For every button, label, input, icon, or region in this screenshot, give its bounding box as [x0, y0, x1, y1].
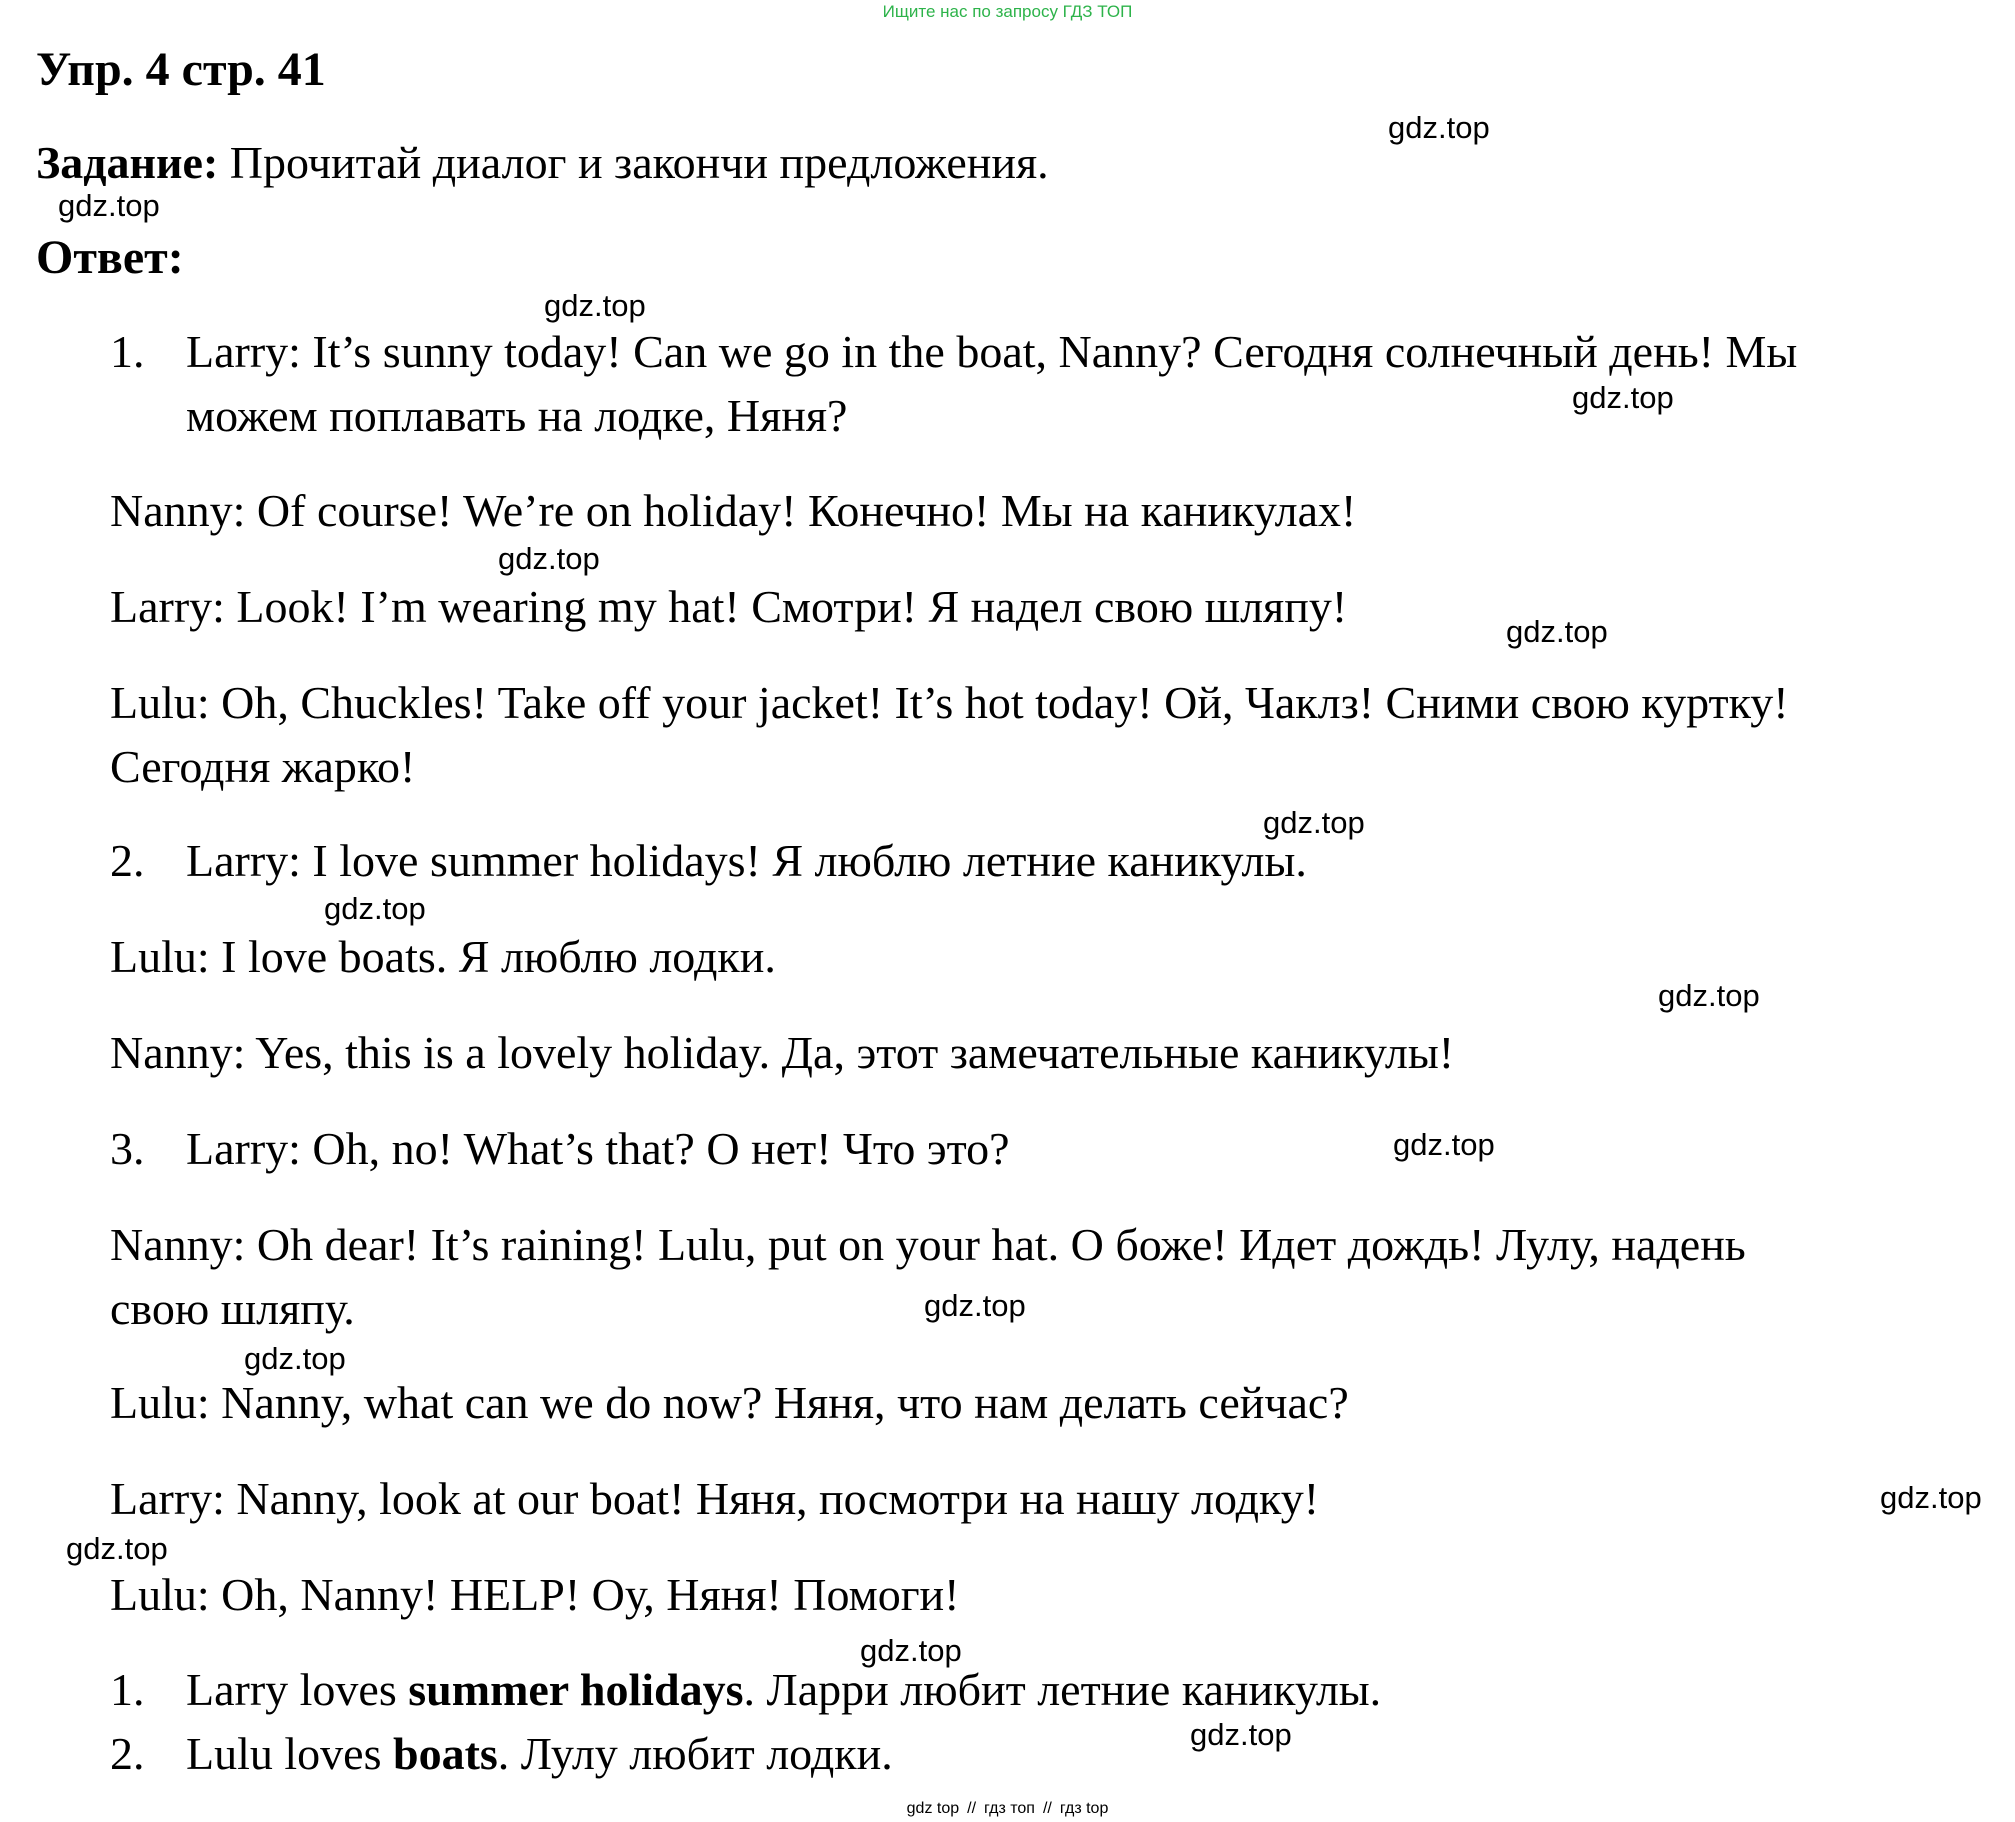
dialogue-line-larry-8: Larry: Oh, no! What’s that? О нет! Что это? — [186, 1123, 1010, 1174]
dialogue-line-lulu-12: Lulu: Oh, Nanny! HELP! Оу, Няня! Помоги! — [110, 1569, 960, 1620]
watermark: gdz.top — [1393, 1127, 1495, 1162]
dialogue-line-larry-5: Larry: I love summer holidays! Я люблю летние каникулы. — [186, 835, 1307, 886]
sentence-2-answer: boats — [392, 1728, 498, 1779]
bottom-footer — [0, 1800, 2015, 1818]
task-line — [36, 136, 1049, 189]
watermark: gdz.top — [1388, 110, 1490, 145]
sentence-1-answer: summer holidays — [408, 1664, 744, 1715]
watermark: gdz.top — [324, 891, 426, 926]
dialogue-line-larry-1b: можем поплавать на лодке, Няня? — [186, 390, 848, 441]
watermark: gdz.top — [860, 1633, 962, 1668]
watermark: gdz.top — [66, 1531, 168, 1566]
footer-text-3[interactable]: гдз top — [1059, 1800, 1109, 1817]
footer-separator: // — [967, 1800, 977, 1817]
watermark: gdz.top — [244, 1341, 346, 1376]
watermark: gdz.top — [924, 1288, 1026, 1323]
watermark: gdz.top — [1506, 614, 1608, 649]
sentence-number-1: 1. — [110, 1664, 145, 1715]
task-label: Задание: — [36, 137, 219, 188]
dialogue-line-nanny-9b: свою шляпу. — [110, 1283, 355, 1334]
dialogue-line-larry-1a: Larry: It’s sunny today! Can we go in the boat, Nanny? Сегодня солнечный день! Мы — [186, 326, 1798, 377]
dialogue-number-1: 1. — [110, 326, 145, 377]
dialogue-line-nanny-7: Nanny: Yes, this is a lovely holiday. Да, этот замечательные каникулы! — [110, 1027, 1455, 1078]
dialogue-line-nanny-2: Nanny: Of course! We’re on holiday! Конечно! Мы на каникулах! — [110, 485, 1357, 536]
watermark: gdz.top — [1572, 380, 1674, 415]
watermark: gdz.top — [498, 541, 600, 576]
exercise-title: Упр. 4 стр. 41 — [36, 43, 326, 96]
dialogue-line-larry-3: Larry: Look! I’m wearing my hat! Смотри! Я надел свою шляпу! — [110, 581, 1348, 632]
sentence-2-post: . Лулу любит лодки. — [497, 1728, 893, 1779]
watermark: gdz.top — [1658, 978, 1760, 1013]
answer-label: Ответ: — [36, 231, 184, 284]
task-text: Прочитай диалог и закончи предложения. — [218, 137, 1049, 188]
footer-text-1[interactable]: gdz top — [906, 1800, 960, 1817]
dialogue-line-lulu-6: Lulu: I love boats. Я люблю лодки. — [110, 931, 776, 982]
footer-separator: // — [1042, 1800, 1052, 1817]
dialogue-line-lulu-4b: Сегодня жарко! — [110, 741, 416, 792]
sentence-2 — [186, 1722, 893, 1786]
watermark: gdz.top — [1263, 805, 1365, 840]
watermark: gdz.top — [544, 288, 646, 323]
watermark: gdz.top — [1880, 1480, 1982, 1515]
watermark: gdz.top — [1190, 1717, 1292, 1752]
dialogue-line-nanny-9a: Nanny: Oh dear! It’s raining! Lulu, put on your hat. О боже! Идет дождь! Лулу, надень — [110, 1219, 1746, 1270]
sentence-1 — [186, 1658, 1381, 1722]
dialogue-number-3: 3. — [110, 1123, 145, 1174]
top-banner[interactable]: Ищите нас по запросу ГДЗ ТОП — [882, 2, 1133, 21]
watermark: gdz.top — [58, 188, 160, 223]
sentence-1-pre: Larry loves — [186, 1664, 409, 1715]
dialogue-line-lulu-4a: Lulu: Oh, Chuckles! Take off your jacket! It’s hot today! Ой, Чаклз! Сними свою куртку! — [110, 677, 1789, 728]
dialogue-line-larry-11: Larry: Nanny, look at our boat! Няня, посмотри на нашу лодку! — [110, 1473, 1320, 1524]
dialogue-line-lulu-10: Lulu: Nanny, what can we do now? Няня, что нам делать сейчас? — [110, 1377, 1349, 1428]
footer-text-2[interactable]: гдз топ — [984, 1800, 1035, 1817]
sentence-1-post: . Ларри любит летние каникулы. — [743, 1664, 1382, 1715]
dialogue-number-2: 2. — [110, 835, 145, 886]
sentence-number-2: 2. — [110, 1728, 145, 1779]
sentence-2-pre: Lulu loves — [186, 1728, 393, 1779]
